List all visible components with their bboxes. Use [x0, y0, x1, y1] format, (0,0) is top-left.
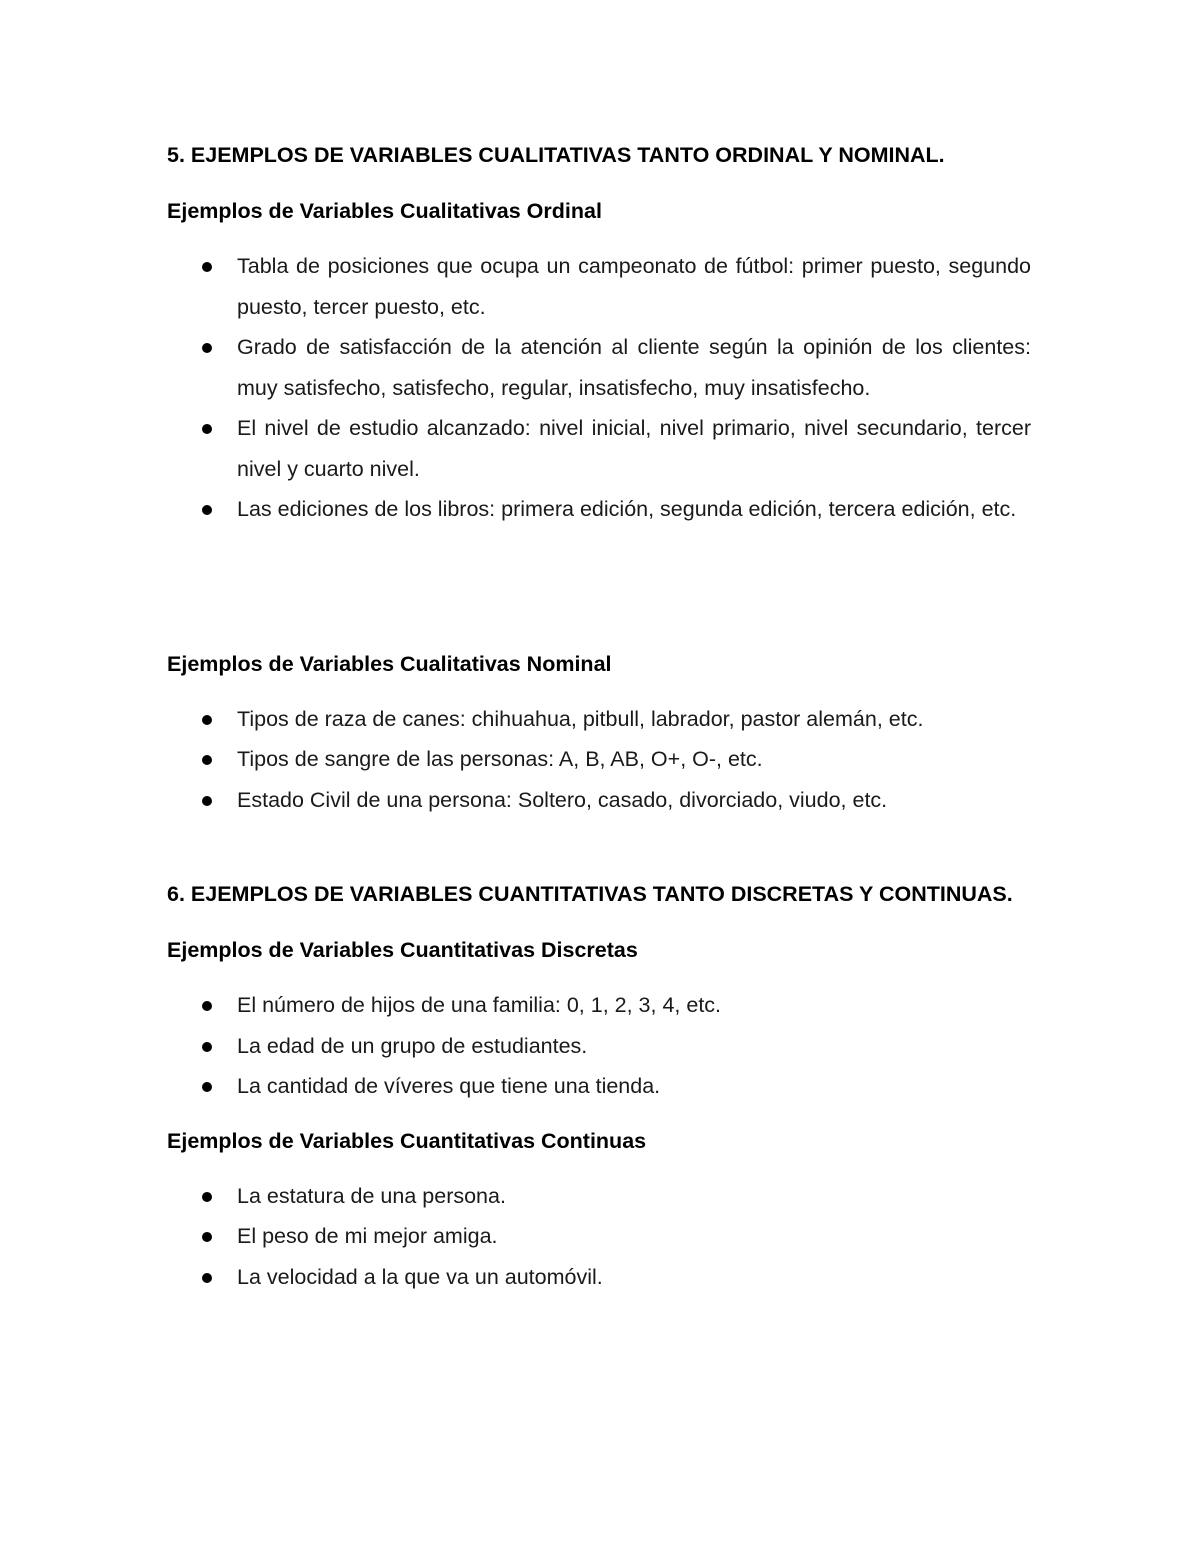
bullet-icon — [202, 1042, 212, 1052]
bullet-icon — [202, 1192, 212, 1202]
list-item-text: El nivel de estudio alcanzado: nivel inicial, nivel primario, nivel secundario, tercer nivel y cuarto nivel. — [237, 416, 1031, 481]
nominal-heading: Ejemplos de Variables Cualitativas Nominal — [167, 651, 612, 676]
list-item — [167, 408, 1031, 489]
list-item — [167, 780, 1031, 821]
list-item — [167, 489, 1031, 530]
bullet-icon — [202, 796, 212, 806]
list-item — [167, 1216, 1031, 1257]
spacer — [167, 530, 1031, 630]
list-item-text: Las ediciones de los libros: primera edición, segunda edición, tercera edición, etc. — [237, 497, 1017, 521]
list-item — [167, 1257, 1031, 1298]
list-item-text: Grado de satisfacción de la atención al cliente según la opinión de los clientes: muy satisfecho, satisfecho, regular, insatisfecho, muy insatisfecho. — [237, 335, 1031, 400]
list-item-text: Tipos de sangre de las personas: A, B, AB, O+, O-, etc. — [237, 747, 763, 771]
discretas-heading: Ejemplos de Variables Cuantitativas Discretas — [167, 938, 638, 962]
list-item-text: La estatura de una persona. — [237, 1183, 506, 1208]
continuas-heading: Ejemplos de Variables Cuantitativas Continuas — [167, 1128, 647, 1153]
list-item — [167, 699, 1031, 740]
list-item — [167, 327, 1031, 408]
list-item-text: Estado Civil de una persona: Soltero, casado, divorciado, viudo, etc. — [237, 787, 888, 812]
list-item-text: La edad de un grupo de estudiantes. — [237, 1033, 588, 1058]
bullet-icon — [202, 424, 212, 434]
bullet-icon — [202, 1232, 212, 1242]
bullet-icon — [202, 755, 212, 765]
list-item-text: Tipos de raza de canes: chihuahua, pitbull, labrador, pastor alemán, etc. — [237, 706, 924, 731]
bullet-icon — [202, 1273, 212, 1283]
document-content — [167, 135, 1031, 1297]
bullet-icon — [202, 343, 212, 353]
bullet-icon — [202, 505, 212, 515]
list-item — [167, 1066, 1031, 1107]
ordinal-list — [167, 246, 1031, 530]
list-item-text: El número de hijos de una familia: 0, 1, 2, 3, 4, etc. — [237, 993, 722, 1017]
continuas-list — [167, 1176, 1031, 1298]
nominal-list — [167, 699, 1031, 821]
list-item — [167, 246, 1031, 327]
list-item — [167, 739, 1031, 780]
bullet-icon — [202, 262, 212, 272]
list-item-text: La velocidad a la que va un automóvil. — [237, 1264, 603, 1289]
list-item — [167, 1176, 1031, 1217]
bullet-icon — [202, 1082, 212, 1092]
list-item-text: Tabla de posiciones que ocupa un campeonato de fútbol: primer puesto, segundo puesto, tercer puesto, etc. — [237, 254, 1031, 319]
section-5-title: 5. EJEMPLOS DE VARIABLES CUALITATIVAS TANTO ORDINAL Y NOMINAL. — [167, 143, 945, 167]
list-item — [167, 1026, 1031, 1067]
spacer — [167, 820, 1031, 874]
ordinal-heading: Ejemplos de Variables Cualitativas Ordinal — [167, 199, 602, 223]
list-item-text: El peso de mi mejor amiga. — [237, 1224, 498, 1248]
section-6-title: 6. EJEMPLOS DE VARIABLES CUANTITATIVAS TANTO DISCRETAS Y CONTINUAS. — [167, 882, 1013, 906]
bullet-icon — [202, 1001, 212, 1011]
list-item-text: La cantidad de víveres que tiene una tienda. — [237, 1074, 661, 1098]
list-item — [167, 985, 1031, 1026]
discretas-list — [167, 985, 1031, 1107]
bullet-icon — [202, 715, 212, 725]
